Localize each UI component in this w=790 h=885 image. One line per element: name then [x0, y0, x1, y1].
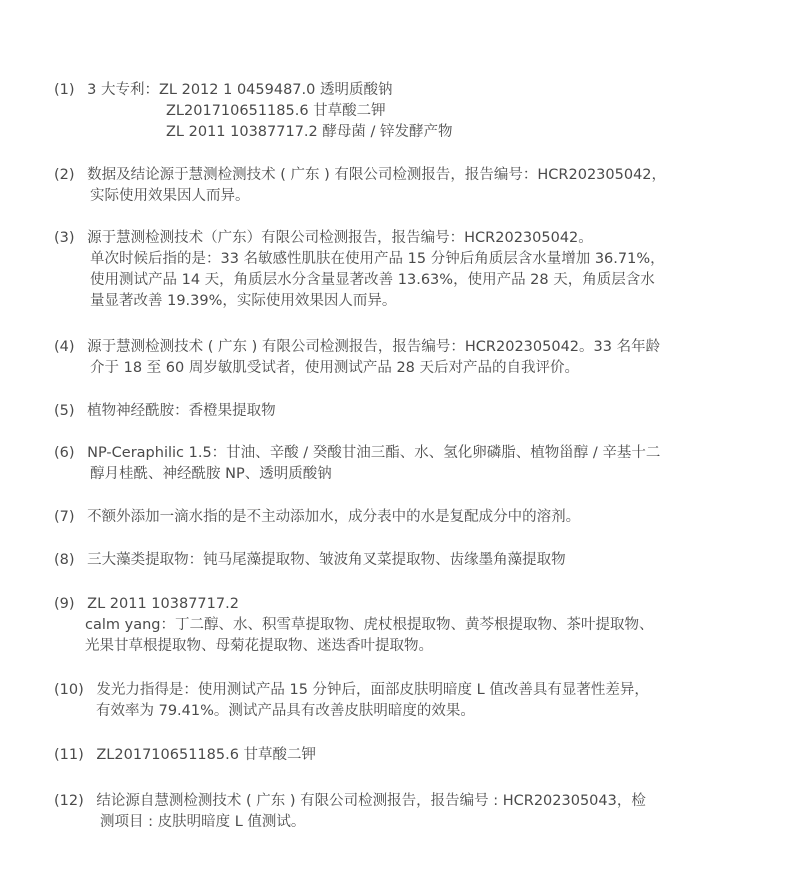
footnote-4 [54, 337, 754, 379]
footnote-number: (6) [54, 445, 75, 461]
footnote-number: (9) [54, 596, 75, 612]
footnote-number: (11) [54, 747, 84, 763]
footnote-text: 介于 18 至 60 周岁敏肌受试者，使用测试产品 28 天后对产品的自我评价。 [90, 360, 580, 376]
footnote-6 [54, 443, 754, 485]
footnote-number: (2) [54, 167, 75, 183]
footnote-3 [54, 228, 754, 312]
footnote-10 [54, 680, 754, 722]
footnote-text: 三大藻类提取物：钝马尾藻提取物、皱波角叉菜提取物、齿缘墨角藻提取物 [87, 552, 566, 568]
footnote-8 [54, 550, 754, 571]
footnote-text: 结论源自慧测检测技术 ( 广东 ) 有限公司检测报告，报告编号 : HCR202305043，检 [96, 793, 646, 809]
footnote-12 [54, 791, 754, 833]
footnote-5 [54, 401, 754, 422]
footnote-1 [54, 80, 754, 143]
footnote-text: 量显著改善 19.39%，实际使用效果因人而异。 [90, 293, 397, 309]
footnote-number: (10) [54, 682, 84, 698]
footnote-2 [54, 165, 754, 207]
footnote-text: 3 大专利：ZL 2012 1 0459487.0 透明质酸钠 [87, 82, 393, 98]
footnote-text: 醇月桂酰、神经酰胺 NP、透明质酸钠 [90, 466, 332, 482]
footnote-text: 发光力指得是：使用测试产品 15 分钟后，面部皮肤明暗度 L 值改善具有显著性差异， [96, 682, 649, 698]
footnote-11 [54, 745, 754, 766]
footnote-text: ZL201710651185.6 甘草酸二钾 [96, 747, 317, 763]
footnote-text: 测项目 : 皮肤明暗度 L 值测试。 [100, 814, 306, 830]
footnote-text: ZL 2011 10387717.2 酵母菌 / 锌发酵产物 [166, 124, 453, 140]
footnote-text: 使用测试产品 14 天，角质层水分含量显著改善 13.63%，使用产品 28 天，角质层含水 [90, 272, 655, 288]
footnote-number: (5) [54, 403, 75, 419]
footnote-text: ZL 2011 10387717.2 [87, 596, 239, 612]
footnote-number: (12) [54, 793, 84, 809]
footnote-number: (3) [54, 230, 75, 246]
footnote-number: (8) [54, 552, 75, 568]
footnote-7 [54, 507, 754, 528]
footnote-text: 有效率为 79.41%。测试产品具有改善皮肤明暗度的效果。 [96, 703, 475, 719]
footnote-number: (7) [54, 509, 75, 525]
footnote-9 [54, 594, 754, 657]
footnote-text: 单次时候后指的是：33 名敏感性肌肤在使用产品 15 分钟后角质层含水量增加 36.71%， [90, 251, 665, 267]
footnote-text: 植物神经酰胺：香橙果提取物 [87, 403, 276, 419]
footnote-text: 源于慧测检测技术 ( 广东 ) 有限公司检测报告，报告编号：HCR202305042。33 名年龄 [87, 339, 661, 355]
footnote-text: 实际使用效果因人而异。 [90, 188, 250, 204]
footnote-text: 源于慧测检测技术（广东）有限公司检测报告，报告编号：HCR202305042。 [87, 230, 593, 246]
footnote-text: 光果甘草根提取物、母菊花提取物、迷迭香叶提取物。 [85, 638, 433, 654]
footnote-number: (4) [54, 339, 75, 355]
footnote-text: 不额外添加一滴水指的是不主动添加水，成分表中的水是复配成分中的溶剂。 [87, 509, 581, 525]
footnote-text: NP-Ceraphilic 1.5：甘油、辛酸 / 癸酸甘油三酯、水、氢化卵磷脂、植物甾醇 / 辛基十二 [87, 445, 661, 461]
footnote-text: calm yang：丁二醇、水、积雪草提取物、虎杖根提取物、黄芩根提取物、茶叶提取物、 [85, 617, 654, 633]
footnote-text: ZL201710651185.6 甘草酸二钾 [166, 103, 386, 119]
footnote-text: 数据及结论源于慧测检测技术 ( 广东 ) 有限公司检测报告，报告编号：HCR202305042， [87, 167, 667, 183]
footnote-number: (1) [54, 82, 75, 98]
